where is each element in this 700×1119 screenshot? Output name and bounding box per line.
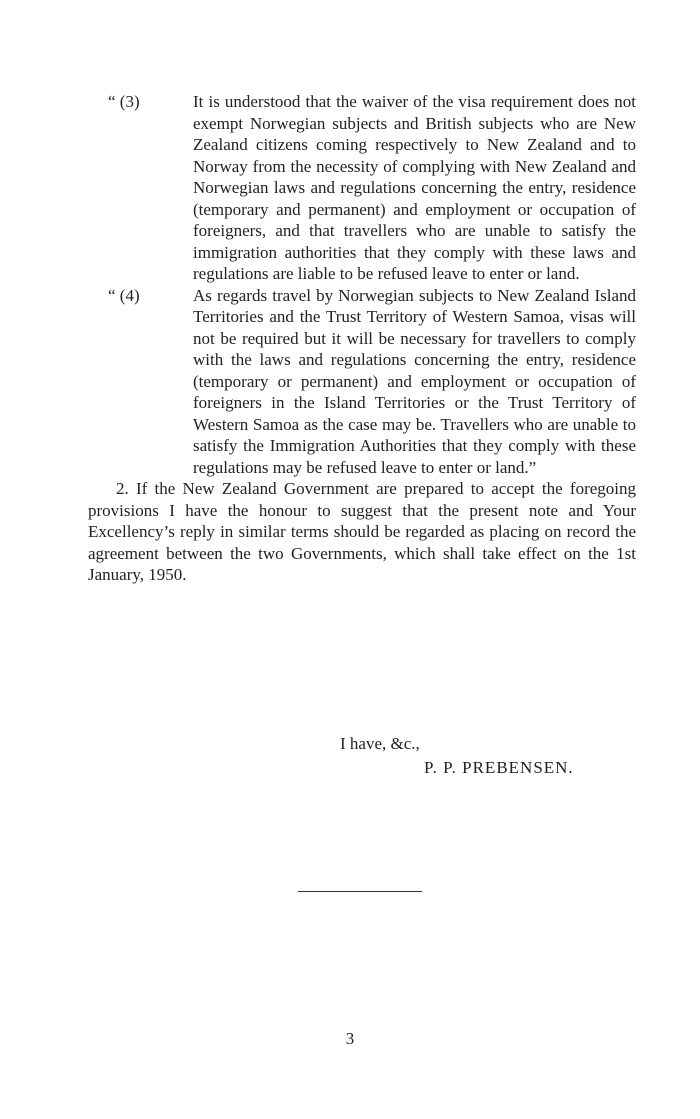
document-body [88,91,636,603]
clause-3-label: “ (3) [108,92,140,111]
closing-salutation: I have, &c., [340,734,420,753]
clause-3-text: It is understood that the waiver of the visa requirement does not exempt Norwegian subjects and British subjects who are New Zealand citizens coming respectively to New Zealand and to Norway from the necessity of complying with New Zealand and Norwegian laws and regulations concerning the entry, residence (temporary and permanent) and employment or occupation of foreigners, and that travellers who are unable to satisfy the immigration authorities that they comply with these laws and regulations are liable to be refused leave to enter or land. [193,92,636,283]
signature: P. P. PREBENSEN. [424,758,574,777]
clause-4-label: “ (4) [108,285,140,305]
clause-4-text: As regards travel by Norwegian subjects to New Zealand Island Territories and the Trust Territory of Western Samoa, visas will not be required but it will be necessary for travellers to comply with the laws and regulations concerning the entry, residence (temporary or permanent) and employment or occupation of foreigners in the Island Territories or the Trust Territory of Western Samoa as the case may be. Travellers who are unable to satisfy the Immigration Authorities that they comply with these regulations may be refused leave to enter or land.” [193,285,636,477]
page-number: 3 [345,1029,355,1048]
clause-3 [88,91,636,285]
paragraph-2: 2. If the New Zealand Government are prepared to accept the foregoing provisions I have the honour to suggest that the present note and Your Excellency’s reply in similar terms should be regarded as placing on record the agreement between the two Governments, which shall take effect on the 1st January, 1950. [88,479,636,584]
divider-rule [298,891,422,892]
clause-4 [88,285,636,479]
